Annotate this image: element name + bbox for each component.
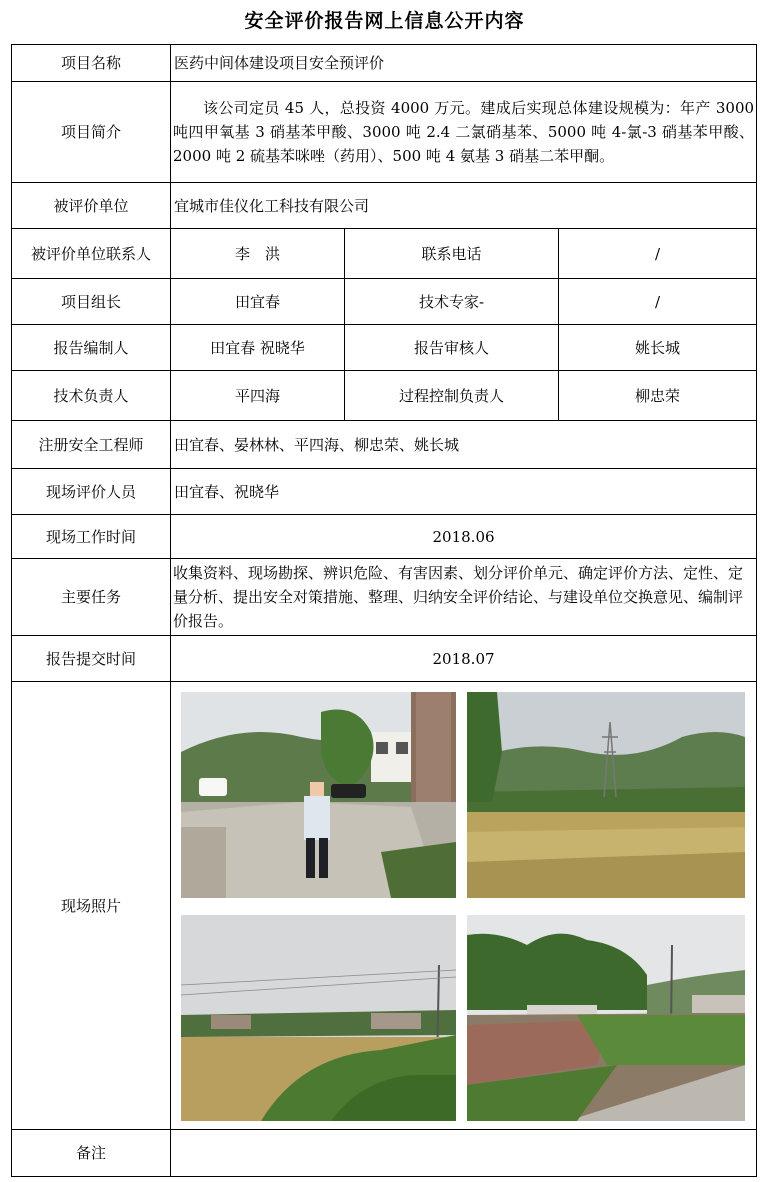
value-project-intro: 该公司定员 45 人，总投资 4000 万元。建成后实现总体建设规模为：年产 3000 吨四甲氧基 3 硝基苯甲酸、3000 吨 2.4 二氯硝基苯、5000 吨 4-氯-3 硝基苯甲酸、2000 吨 2 硫基苯咪唑（药用）、500 吨 4 氨基 3 硝基二苯甲酮。 [171, 82, 757, 183]
value-tech-lead: 平四海 [171, 371, 345, 421]
site-photo-rubble [467, 915, 745, 1121]
label-expert: 技术专家- [345, 279, 559, 325]
site-photo-yard [181, 692, 456, 898]
label-tech-lead: 技术负责人 [12, 371, 171, 421]
value-leader: 田宜春 [171, 279, 345, 325]
value-engineers: 田宜春、晏林林、平四海、柳忠荣、姚长城 [171, 421, 757, 469]
label-process-lead: 过程控制负责人 [345, 371, 559, 421]
value-expert: / [559, 279, 757, 325]
value-contact: 李 洪 [171, 229, 345, 279]
label-project-intro: 项目简介 [12, 82, 171, 183]
row-tasks [12, 559, 757, 636]
value-site-time: 2018.06 [171, 515, 757, 559]
label-site-staff: 现场评价人员 [12, 469, 171, 515]
photo-grid [171, 684, 755, 1128]
label-compiler: 报告编制人 [12, 325, 171, 371]
row-tech-lead [12, 371, 757, 421]
label-tasks: 主要任务 [12, 559, 171, 636]
row-project-intro [12, 82, 757, 183]
site-photo-field-pylon [467, 692, 745, 898]
label-remarks: 备注 [12, 1130, 171, 1177]
label-photos: 现场照片 [12, 682, 171, 1130]
row-project-name [12, 45, 757, 82]
row-photos [12, 682, 757, 1130]
value-submit-time: 2018.07 [171, 636, 757, 682]
row-remarks [12, 1130, 757, 1177]
value-remarks [171, 1130, 757, 1177]
value-process-lead: 柳忠荣 [559, 371, 757, 421]
photos-cell [171, 682, 757, 1130]
label-contact: 被评价单位联系人 [12, 229, 171, 279]
label-engineers: 注册安全工程师 [12, 421, 171, 469]
label-leader: 项目组长 [12, 279, 171, 325]
label-evaluated-unit: 被评价单位 [12, 183, 171, 229]
page-title: 安全评价报告网上信息公开内容 [244, 10, 525, 32]
row-submit-time [12, 636, 757, 682]
row-engineers [12, 421, 757, 469]
value-evaluated-unit: 宜城市佳仪化工科技有限公司 [171, 183, 757, 229]
row-compiler [12, 325, 757, 371]
value-project-name: 医药中间体建设项目安全预评价 [171, 45, 757, 82]
row-site-time [12, 515, 757, 559]
value-phone: / [559, 229, 757, 279]
value-tasks: 收集资料、现场勘探、辨识危险、有害因素、划分评价单元、确定评价方法、定性、定量分析、提出安全对策措施、整理、归纳安全评价结论、与建设单位交换意见、编制评价报告。 [171, 559, 757, 636]
label-submit-time: 报告提交时间 [12, 636, 171, 682]
row-evaluated-unit [12, 183, 757, 229]
info-table [11, 44, 757, 1177]
label-reviewer: 报告审核人 [345, 325, 559, 371]
value-compiler: 田宜春 祝晓华 [171, 325, 345, 371]
value-reviewer: 姚长城 [559, 325, 757, 371]
label-phone: 联系电话 [345, 229, 559, 279]
label-site-time: 现场工作时间 [12, 515, 171, 559]
row-site-staff [12, 469, 757, 515]
value-site-staff: 田宜春、祝晓华 [171, 469, 757, 515]
label-project-name: 项目名称 [12, 45, 171, 82]
row-leader [12, 279, 757, 325]
site-photo-field [181, 915, 456, 1121]
row-contact [12, 229, 757, 279]
